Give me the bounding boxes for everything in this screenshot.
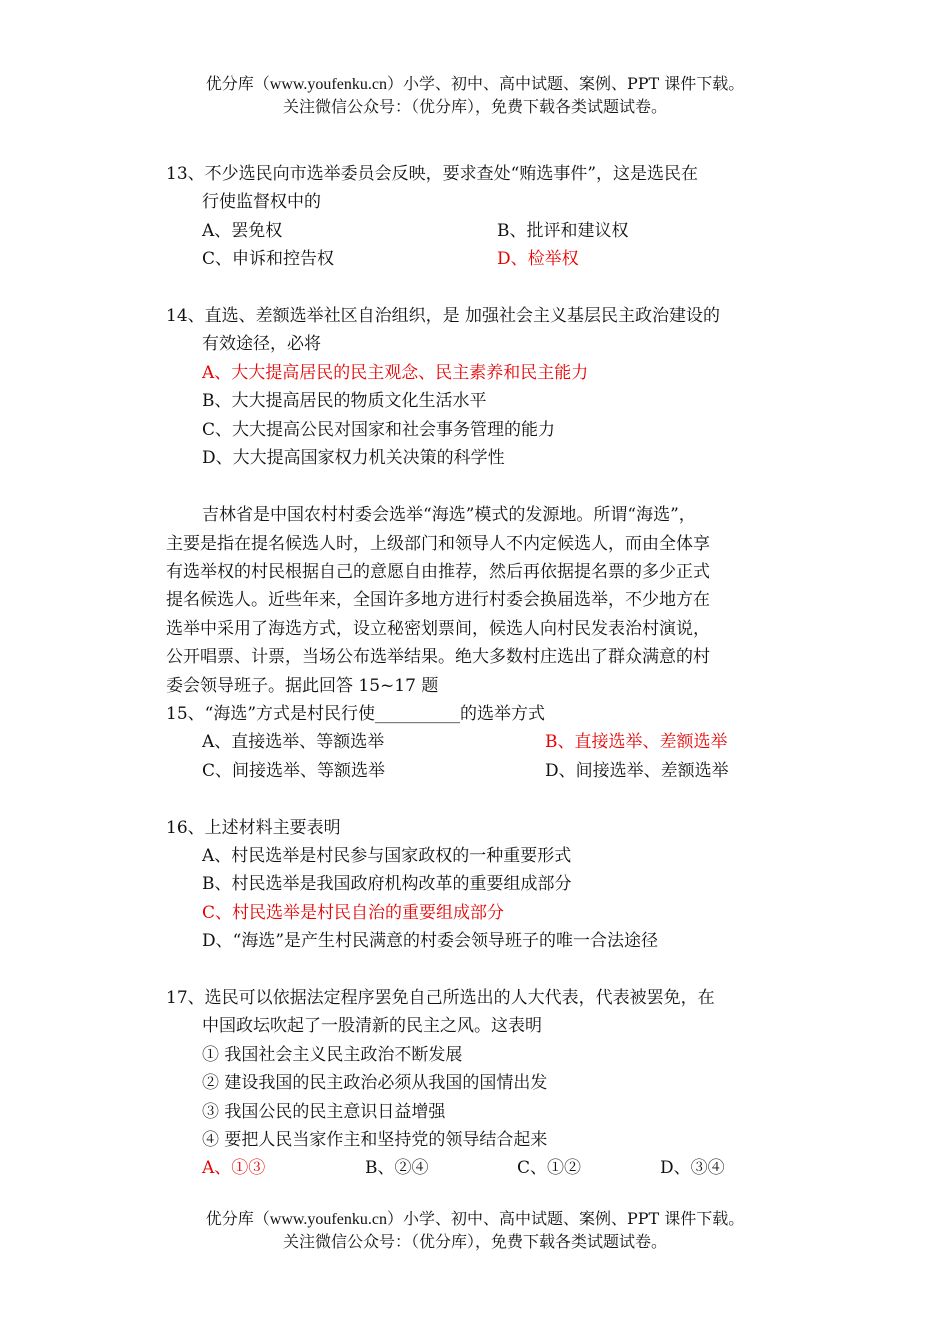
q17-statement-3: ③ 我国公民的民主意识日益增强 [202, 1102, 446, 1122]
header-line-1: 优分库（www.youfenku.cn）小学、初中、高中试题、案例、PPT 课件下载。 [205, 74, 745, 93]
q13-option-c: C、申诉和控告权 [202, 249, 335, 269]
q17-option-b: B、②④ [365, 1158, 429, 1178]
footer-line-2: 关注微信公众号：（优分库），免费下载各类试题试卷。 [282, 1232, 667, 1251]
q17-option-a-answer: A、①③ [202, 1158, 266, 1178]
q15-option-c: C、间接选举、等额选举 [202, 761, 386, 781]
page-header [0, 73, 950, 118]
q16-option-c-answer: C、村民选举是村民自治的重要组成部分 [202, 903, 505, 923]
passage-line-1: 吉林省是中国农村村委会选举“海选”模式的发源地。所谓“海选”， [202, 505, 696, 525]
passage-line-6: 公开唱票、计票，当场公布选举结果。绝大多数村庄选出了群众满意的村 [166, 647, 710, 667]
q13-stem-line1: 13、不少选民向市选举委员会反映，要求查处“贿选事件”，这是选民在 [166, 164, 699, 184]
q15-option-d: D、间接选举、差额选举 [545, 761, 729, 781]
q15-option-b-answer: B、直接选举、差额选举 [545, 732, 728, 752]
passage-line-3: 有选举权的村民根据自己的意愿自由推荐，然后再依据提名票的多少正式 [166, 562, 710, 582]
q17-stem-line2: 中国政坛吹起了一股清新的民主之风。这表明 [202, 1016, 542, 1036]
q17-option-d: D、③④ [660, 1158, 725, 1178]
q13-option-b: B、批评和建议权 [497, 221, 629, 241]
q14-option-b: B、大大提高居民的物质文化生活水平 [202, 391, 487, 411]
header-line-2: 关注微信公众号：（优分库），免费下载各类试题试卷。 [282, 97, 667, 116]
q16-option-d: D、“海选”是产生村民满意的村委会领导班子的唯一合法途径 [202, 931, 659, 951]
q16-option-b: B、村民选举是我国政府机构改革的重要组成部分 [202, 874, 572, 894]
passage-line-4: 提名候选人。近些年来，全国许多地方进行村委会换届选举，不少地方在 [166, 590, 710, 610]
q14-stem-line2: 有效途径，必将 [202, 334, 321, 354]
q13-option-a: A、罢免权 [202, 221, 283, 241]
page-footer [0, 1208, 950, 1253]
q14-stem-line1: 14、直选、差额选举社区自治组织，是 加强社会主义基层民主政治建设的 [166, 306, 721, 326]
q14-option-c: C、大大提高公民对国家和社会事务管理的能力 [202, 420, 556, 440]
passage-line-7: 委会领导班子。据此回答 15~17 题 [166, 676, 439, 696]
q13-option-d-answer: D、检举权 [497, 249, 579, 269]
q16-option-a: A、村民选举是村民参与国家政权的一种重要形式 [202, 846, 572, 866]
footer-line-1: 优分库（www.youfenku.cn）小学、初中、高中试题、案例、PPT 课件下载。 [205, 1209, 745, 1228]
q17-statement-1: ① 我国社会主义民主政治不断发展 [202, 1045, 463, 1065]
passage-line-2: 主要是指在提名候选人时，上级部门和领导人不内定候选人，而由全体享 [166, 534, 710, 554]
q15-stem: 15、“海选”方式是村民行使__________的选举方式 [166, 704, 546, 724]
q14-option-d: D、大大提高国家权力机关决策的科学性 [202, 448, 505, 468]
q13-stem-line2: 行使监督权中的 [202, 192, 321, 212]
passage-line-5: 选举中采用了海选方式，设立秘密划票间，候选人向村民发表治村演说， [166, 619, 710, 639]
header-site-link[interactable]: www.youfenku.cn [269, 76, 387, 93]
q17-option-c: C、①② [517, 1158, 582, 1178]
q17-statement-2: ② 建设我国的民主政治必须从我国的国情出发 [202, 1073, 548, 1093]
q17-statement-4: ④ 要把人民当家作主和坚持党的领导结合起来 [202, 1130, 548, 1150]
footer-site-link[interactable]: www.youfenku.cn [269, 1211, 387, 1228]
q15-option-a: A、直接选举、等额选举 [202, 732, 385, 752]
q16-stem: 16、上述材料主要表明 [166, 818, 341, 838]
q17-stem-line1: 17、选民可以依据法定程序罢免自己所选出的人大代表，代表被罢免，在 [166, 988, 715, 1008]
q15-blank: __________ [375, 704, 461, 724]
q14-option-a-answer: A、大大提高居民的民主观念、民主素养和民主能力 [202, 363, 589, 383]
